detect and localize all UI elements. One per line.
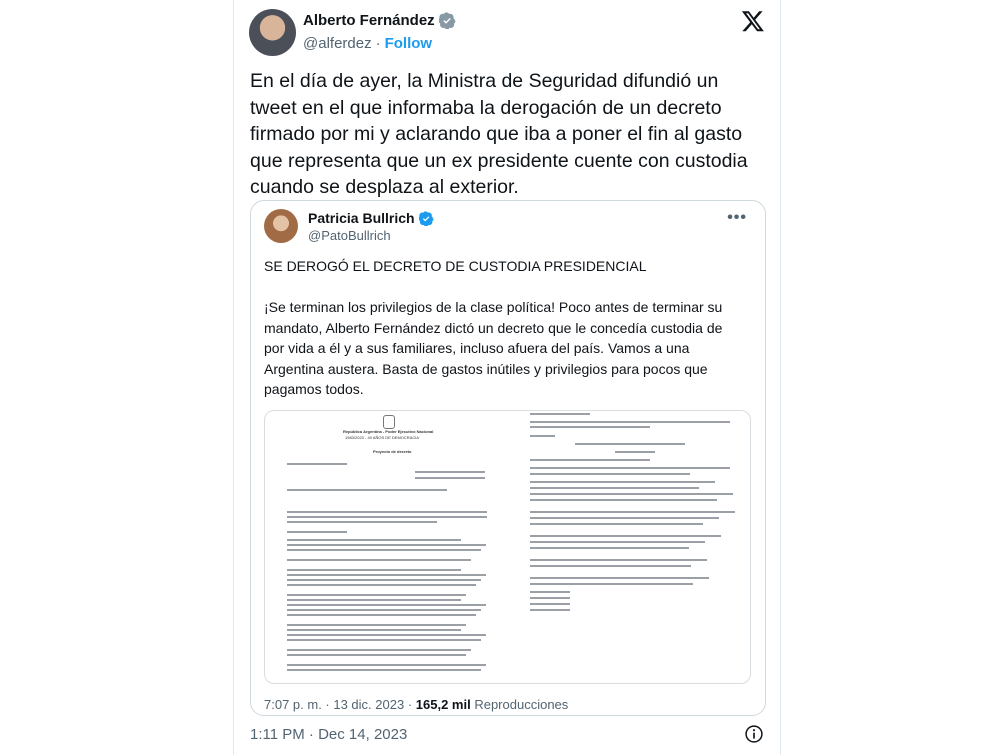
- more-options-icon[interactable]: •••: [727, 209, 747, 226]
- document-text-line: [530, 517, 719, 519]
- document-header: República Argentina - Poder Ejecutivo Nacional: [343, 429, 434, 434]
- document-text-line: [415, 471, 485, 473]
- document-text-line: [530, 459, 650, 461]
- quoted-time[interactable]: 7:07 p. m. · 13 dic. 2023 ·: [264, 697, 413, 712]
- document-text-line: [530, 535, 721, 537]
- document-text-line: [287, 649, 471, 651]
- document-text-line: [530, 577, 709, 579]
- info-icon[interactable]: [744, 724, 764, 744]
- views-label: Reproducciones: [474, 697, 569, 712]
- document-text-line: [530, 467, 730, 469]
- tweet-timestamp[interactable]: 1:11 PM · Dec 14, 2023: [250, 726, 408, 743]
- document-text-line: [287, 574, 486, 576]
- document-text-line: [287, 609, 481, 611]
- quoted-tweet[interactable]: [250, 200, 766, 716]
- document-text-line: [530, 559, 707, 561]
- verified-badge-icon: [439, 12, 456, 29]
- quoted-author-name[interactable]: Patricia Bullrich: [308, 210, 415, 226]
- document-text-line: [287, 614, 476, 616]
- document-text-line: [530, 493, 733, 495]
- document-text-line: [287, 521, 437, 523]
- document-text-line: [615, 451, 655, 453]
- document-text-line: [287, 531, 347, 533]
- document-text-line: [287, 594, 466, 596]
- separator: ·: [375, 35, 381, 52]
- quoted-heading: SE DEROGÓ EL DECRETO DE CUSTODIA PRESIDENCIAL: [264, 258, 647, 274]
- document-text-line: [530, 583, 693, 585]
- document-text-line: [530, 511, 735, 513]
- x-logo-icon[interactable]: [741, 9, 765, 33]
- views-count: 165,2 mil: [415, 697, 471, 712]
- document-text-line: [530, 591, 570, 593]
- author-avatar[interactable]: [249, 9, 296, 56]
- document-text-line: [287, 629, 461, 631]
- document-text-line: [530, 609, 570, 611]
- document-text-line: [530, 473, 690, 475]
- author-handle[interactable]: @alferdez: [303, 35, 372, 52]
- document-text-line: [287, 559, 471, 561]
- document-text-line: [287, 584, 476, 586]
- document-text-line: [575, 443, 685, 445]
- document-text-line: [530, 487, 699, 489]
- author-handle-row: [303, 35, 432, 52]
- document-text-line: [415, 477, 485, 479]
- document-text-line: [530, 547, 689, 549]
- document-page-right: [515, 411, 750, 683]
- document-text-line: [530, 481, 715, 483]
- coat-of-arms-icon: [383, 415, 395, 429]
- quoted-author-name-row: [308, 210, 434, 226]
- document-text-line: [530, 435, 555, 437]
- document-text-line: [287, 544, 486, 546]
- document-text-line: [530, 426, 650, 428]
- author-name[interactable]: Alberto Fernández: [303, 12, 435, 29]
- quoted-body: ¡Se terminan los privilegios de la clase política! Poco antes de terminar su mandato, Alberto Fernández dictó un decreto que le concedía custodia de por vida a él y a sus familiares, incluso afuera del país. Vamos a una Argentina austera. Basta de gastos inútiles y privilegios para pocos que pagamos todos.: [264, 299, 723, 397]
- tweet-text: En el día de ayer, la Ministra de Seguridad difundió un tweet en el que informaba la derogación de un decreto firmado por mi y aclarando que iba a poner el fin al gasto que representa que un ex presidente cuente con custodia cuando se desplaza al exterior.: [250, 70, 748, 198]
- author-name-row: [303, 12, 456, 29]
- document-text-line: [530, 541, 705, 543]
- document-text-line: [530, 565, 691, 567]
- document-page-left: [265, 411, 509, 683]
- document-text-line: [530, 523, 703, 525]
- document-text-line: [287, 664, 486, 666]
- follow-button[interactable]: Follow: [384, 35, 433, 52]
- quoted-author-avatar[interactable]: [264, 209, 298, 243]
- document-subheader: 1983/2023 - 40 AÑOS DE DEMOCRACIA: [345, 435, 420, 440]
- verified-badge-icon: [419, 211, 434, 226]
- document-text-line: [287, 624, 466, 626]
- quoted-meta: [264, 697, 568, 712]
- document-text-line: [287, 604, 486, 606]
- decree-document-image[interactable]: [264, 410, 751, 684]
- document-text-line: [287, 654, 466, 656]
- document-text-line: [287, 511, 487, 513]
- document-text-line: [287, 463, 347, 465]
- document-text-line: [287, 539, 461, 541]
- document-text-line: [530, 413, 590, 415]
- document-text-line: [287, 489, 447, 491]
- document-text-line: [287, 639, 481, 641]
- document-text-line: [287, 569, 461, 571]
- document-text-line: [287, 599, 461, 601]
- document-text-line: [287, 549, 481, 551]
- document-text-line: [530, 421, 730, 423]
- document-text-line: [530, 597, 570, 599]
- document-text-line: [530, 603, 570, 605]
- document-text-line: [287, 634, 486, 636]
- quoted-author-handle[interactable]: @PatoBullrich: [308, 228, 391, 243]
- document-text-line: [530, 499, 717, 501]
- document-text-line: [287, 669, 481, 671]
- document-text-line: [287, 579, 481, 581]
- document-title: Proyecto de decreto: [373, 449, 412, 454]
- document-text-line: [287, 516, 487, 518]
